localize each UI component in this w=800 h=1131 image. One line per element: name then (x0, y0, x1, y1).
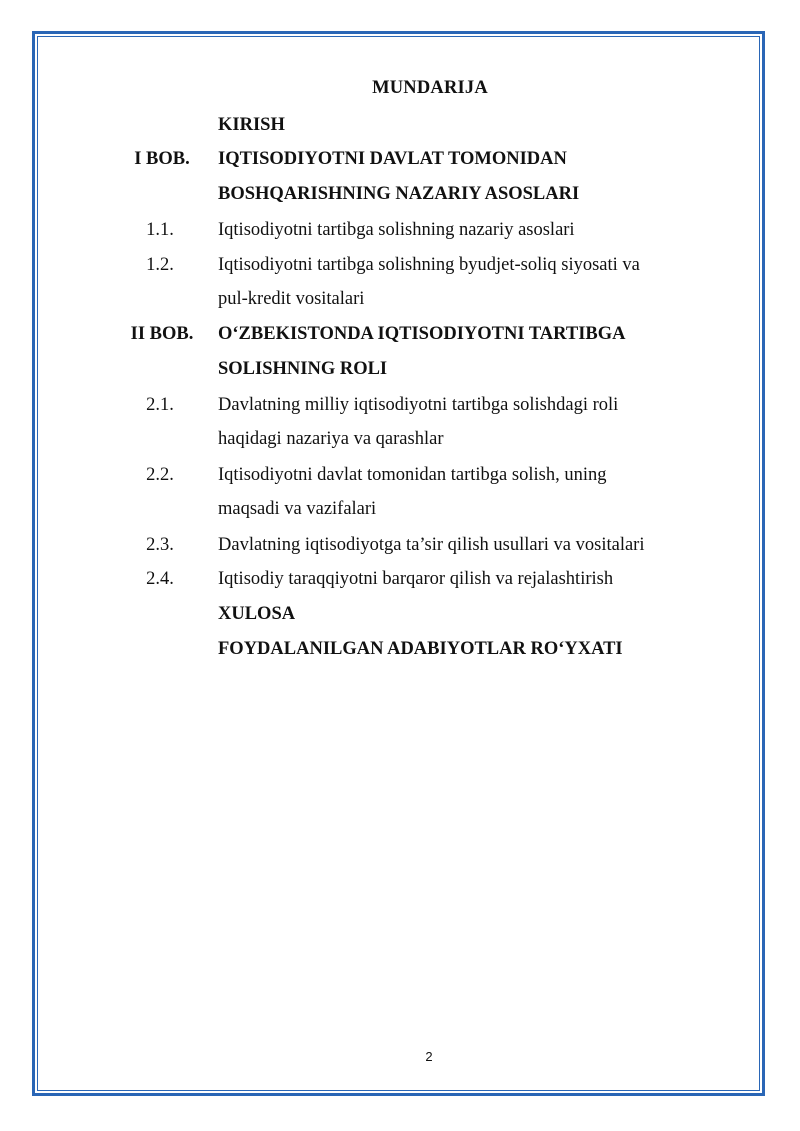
toc-entry-number: 2.3. (146, 535, 174, 555)
toc-entry-text: FOYDALANILGAN ADABIYOTLAR RO‘YXATI (218, 639, 623, 659)
toc-entry-text: O‘ZBEKISTONDA IQTISODIYOTNI TARTIBGA (218, 324, 626, 344)
toc-entry-text: Iqtisodiyotni davlat tomonidan tartibga solish, uning (218, 465, 607, 485)
toc-entry-text: IQTISODIYOTNI DAVLAT TOMONIDAN (218, 149, 567, 169)
page-number: 2 (425, 1049, 433, 1064)
toc-entry-number: 2.2. (146, 465, 174, 485)
toc-entry-text: Iqtisodiy taraqqiyotni barqaror qilish va rejalashtirish (218, 569, 614, 589)
toc-entry-number: I BOB. (134, 149, 190, 169)
toc-entry-text: XULOSA (218, 604, 296, 624)
toc-entry-number: 1.1. (146, 220, 174, 240)
toc-entry-text: SOLISHNING ROLI (218, 359, 388, 379)
toc-entry-text: pul-kredit vositalari (218, 289, 365, 309)
toc-entry-text: KIRISH (218, 115, 285, 135)
toc-entry-number: II BOB. (130, 324, 194, 344)
toc-entry-text: haqidagi nazariya va qarashlar (218, 429, 444, 449)
toc-entry-text: Davlatning iqtisodiyotga ta’sir qilish usullari va vositalari (218, 535, 645, 555)
toc-entry-text: Iqtisodiyotni tartibga solishning nazariy asoslari (218, 220, 575, 240)
toc-entry-text: BOSHQARISHNING NAZARIY ASOSLARI (218, 184, 580, 204)
toc-entry-text: Iqtisodiyotni tartibga solishning byudjet-soliq siyosati va (218, 255, 640, 275)
toc-entry-number: 2.1. (146, 395, 174, 415)
toc-entry-number: 2.4. (146, 569, 174, 589)
toc-title: MUNDARIJA (372, 78, 488, 98)
toc-entry-text: maqsadi va vazifalari (218, 499, 377, 519)
toc-entry-number: 1.2. (146, 255, 174, 275)
toc-entry-text: Davlatning milliy iqtisodiyotni tartibga solishdagi roli (218, 395, 619, 415)
